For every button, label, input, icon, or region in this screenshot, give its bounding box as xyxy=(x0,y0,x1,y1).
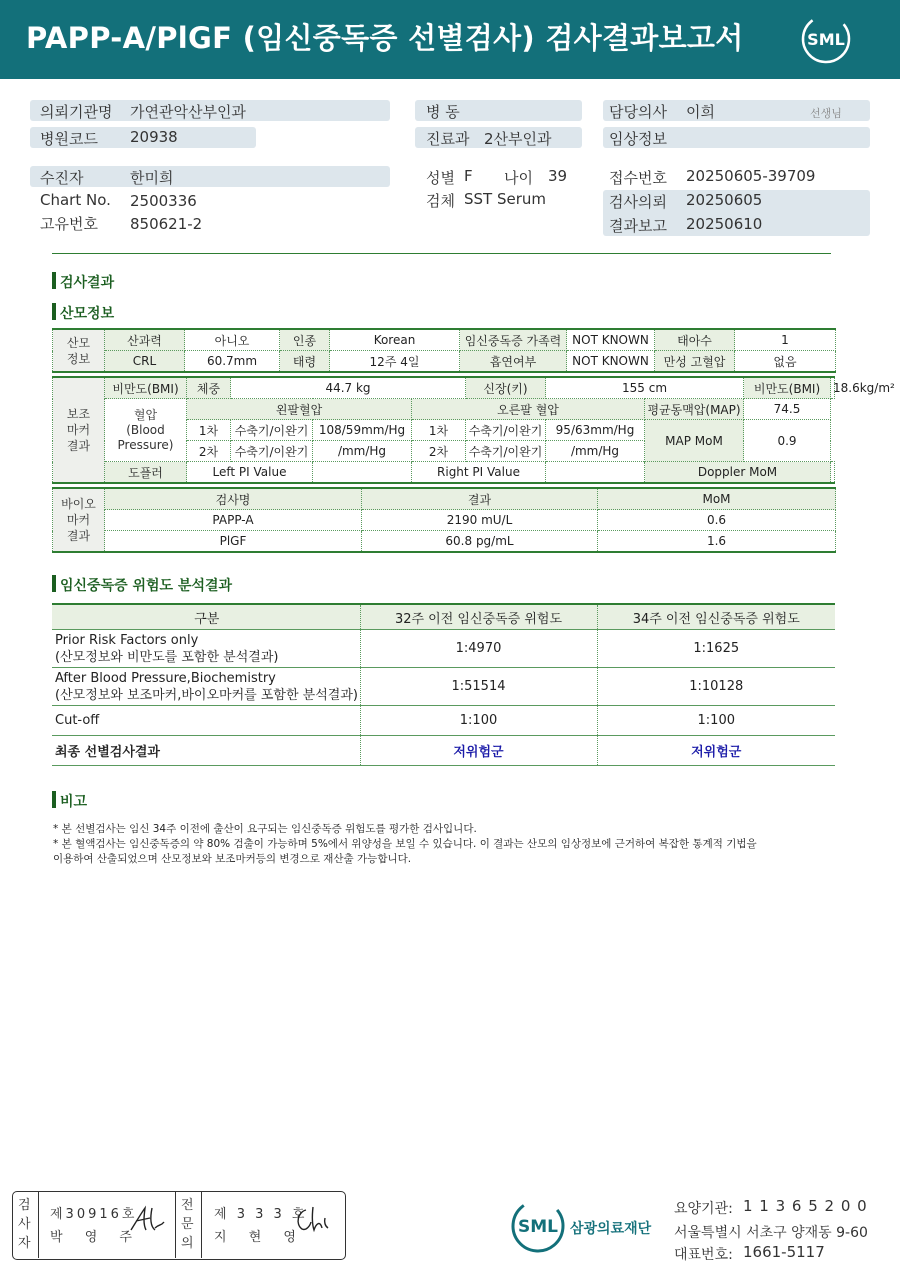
specialist-label: 전 문 의 xyxy=(181,1198,194,1251)
request-value: 20250605 xyxy=(686,191,763,209)
cutoff-32w: 1:100 xyxy=(360,706,597,736)
right-first-sysdia: 수축기/이완기 xyxy=(466,420,546,441)
remarks-title: 비고 xyxy=(60,794,88,810)
bmi-label: 비만도(BMI) xyxy=(744,377,831,399)
race-value: Korean xyxy=(330,329,460,351)
remarks-mark xyxy=(52,791,56,808)
left-arm-label: 왼팔혈압 xyxy=(187,399,412,420)
bio-name: PlGF xyxy=(105,531,362,553)
risk-table xyxy=(52,603,835,766)
right-second-value: /mm/Hg xyxy=(546,441,645,462)
height-value: 155 cm xyxy=(546,377,744,399)
left-first-value: 108/59mm/Hg xyxy=(313,420,412,441)
specialist-license: 제 3 3 3 호 xyxy=(214,1207,308,1222)
bio-col-test: 검사명 xyxy=(105,488,362,510)
height-label: 신장(키) xyxy=(466,377,546,399)
unique-value: 850621-2 xyxy=(130,215,203,233)
family-history-label: 임신중독증 가족력 xyxy=(460,329,567,351)
right-first-label: 1차 xyxy=(412,420,466,441)
facility-value: 1 1 3 6 5 2 0 0 xyxy=(743,1197,868,1215)
smoking-value: NOT KNOWN xyxy=(567,351,655,373)
remarks-text xyxy=(53,822,853,867)
aux-side-label: 보조 마커 결과 xyxy=(53,377,105,483)
bio-result: 2190 mU/L xyxy=(362,510,598,531)
sml-logo-text: SML xyxy=(807,30,845,49)
right-pi-label: Right PI Value xyxy=(412,462,546,484)
ga-value: 12주 4일 xyxy=(330,351,460,373)
sig-divider-3 xyxy=(201,1191,202,1258)
table-row xyxy=(52,706,835,736)
hospital-code-label: 병원코드 xyxy=(40,130,98,148)
right-second-sysdia: 수축기/이완기 xyxy=(466,441,546,462)
doppler-label: 도플러 xyxy=(105,462,187,484)
bio-side-label: 바이오 마커 결과 xyxy=(53,488,105,552)
facility-label: 요양기관: xyxy=(674,1201,733,1217)
ga-label: 태령 xyxy=(280,351,330,373)
reception-label: 접수번호 xyxy=(609,169,667,187)
info-divider xyxy=(52,253,831,254)
fetus-count-label: 태아수 xyxy=(655,329,735,351)
dept-value: 2산부인과 xyxy=(484,130,552,148)
doctor-value: 이희 xyxy=(686,103,715,121)
race-label: 인종 xyxy=(280,329,330,351)
doppler-mom-label: Doppler MoM xyxy=(645,462,831,484)
examiner-license: 제30916호 xyxy=(50,1207,138,1222)
examiner-signature-icon xyxy=(128,1204,168,1236)
right-arm-label: 오른팔 혈압 xyxy=(412,399,645,420)
doctor-suffix: 선생님 xyxy=(810,107,842,120)
bmi-value: 18.6kg/m² xyxy=(831,377,835,399)
unique-label: 고유번호 xyxy=(40,215,98,233)
parity-value: 아니오 xyxy=(185,329,280,351)
risk-row-sublabel: (산모정보와 비만도를 포함한 분석결과) xyxy=(55,649,279,665)
smoking-label: 흡연여부 xyxy=(460,351,567,373)
fetus-count-value: 1 xyxy=(735,329,836,351)
left-first-label: 1차 xyxy=(187,420,231,441)
doctor-label: 담당의사 xyxy=(609,103,667,121)
table-row xyxy=(53,531,836,553)
org-name: 삼광의료재단 xyxy=(570,1221,652,1237)
hospital-code-value: 20938 xyxy=(130,128,178,146)
maternal-mark xyxy=(52,303,56,320)
right-second-label: 2차 xyxy=(412,441,466,462)
final-result-34w: 저위험군 xyxy=(597,736,835,766)
maternal-side-label: 산모 정보 xyxy=(53,329,105,372)
left-pi-value xyxy=(313,462,412,484)
reception-value: 20250605-39709 xyxy=(686,167,816,185)
biomarker-table xyxy=(52,487,836,553)
final-result-32w: 저위험군 xyxy=(360,736,597,766)
clinical-label: 임상정보 xyxy=(609,130,667,148)
cutoff-34w: 1:100 xyxy=(597,706,835,736)
left-pi-label: Left PI Value xyxy=(187,462,313,484)
right-pi-value xyxy=(546,462,645,484)
left-second-sysdia: 수축기/이완기 xyxy=(231,441,313,462)
age-value: 39 xyxy=(548,167,568,185)
aux-marker-table xyxy=(52,376,895,484)
table-row xyxy=(52,736,835,766)
risk-col-34w: 34주 이전 임신중독증 위험도 xyxy=(597,604,835,630)
chart-value: 2500336 xyxy=(130,192,197,210)
ward-label: 병 동 xyxy=(426,103,460,121)
phone-value: 1661-5117 xyxy=(743,1243,825,1261)
chart-label: Chart No. xyxy=(40,191,111,209)
risk-32w-value: 1:51514 xyxy=(360,668,597,706)
requester-value: 가연관악산부인과 xyxy=(130,103,246,121)
examiner-label: 검 사 자 xyxy=(18,1198,31,1251)
footer-logo-text: SML xyxy=(518,1217,558,1237)
map-label: 평균동맥압(MAP) xyxy=(645,399,744,420)
final-result-label: 최종 선별검사결과 xyxy=(52,736,360,766)
report-label: 결과보고 xyxy=(609,217,667,235)
bio-mom: 0.6 xyxy=(598,510,836,531)
sig-divider-2 xyxy=(175,1191,176,1258)
sig-divider-1 xyxy=(38,1191,39,1258)
specimen-label: 검체 xyxy=(426,192,455,210)
bio-col-mom: MoM xyxy=(598,488,836,510)
risk-title: 임신중독증 위험도 분석결과 xyxy=(60,578,233,594)
crl-label: CRL xyxy=(105,351,185,373)
phone-label: 대표번호: xyxy=(674,1247,733,1263)
report-title: PAPP-A/PlGF (임신중독증 선별검사) 검사결과보고서 xyxy=(26,21,744,55)
obesity-label: 비만도(BMI) xyxy=(105,377,187,399)
risk-34w-value: 1:1625 xyxy=(597,630,835,668)
right-first-value: 95/63mm/Hg xyxy=(546,420,645,441)
weight-value: 44.7 kg xyxy=(231,377,466,399)
maternal-title: 산모정보 xyxy=(60,306,115,322)
specialist-signature-icon xyxy=(292,1204,332,1236)
maternal-table xyxy=(52,328,836,373)
specialist-name: 지 현 영 xyxy=(214,1230,305,1245)
family-history-value: NOT KNOWN xyxy=(567,329,655,351)
risk-row-sublabel: (산모정보와 보조마커,바이오마커를 포함한 분석결과) xyxy=(55,687,358,703)
bp-label: 혈압 (Blood Pressure) xyxy=(105,399,187,462)
request-label: 검사의뢰 xyxy=(609,193,667,211)
weight-label: 체중 xyxy=(187,377,231,399)
bio-col-result: 결과 xyxy=(362,488,598,510)
risk-row-label: After Blood Pressure,Biochemistry xyxy=(55,670,276,686)
map-mom-label: MAP MoM xyxy=(645,420,744,462)
results-mark xyxy=(52,272,56,289)
bio-name: PAPP-A xyxy=(105,510,362,531)
patient-value: 한미희 xyxy=(130,169,174,187)
remark-line-2: * 본 혈액검사는 임신중독증의 약 80% 검출이 가능하며 5%에서 위양성을 보일 수 있습니다. 이 결과는 산모의 임상정보에 근거하여 복잡한 통계적 기법을 xyxy=(53,838,757,850)
remark-line-1: * 본 선별검사는 임신 34주 이전에 출산이 요구되는 임신중독증 위험도를 평가한 검사입니다. xyxy=(53,823,477,835)
bio-result: 60.8 pg/mL xyxy=(362,531,598,553)
patient-label: 수진자 xyxy=(40,169,84,187)
dept-label: 진료과 xyxy=(426,130,470,148)
sml-footer-logo-icon xyxy=(510,1198,566,1254)
risk-col-32w: 32주 이전 임신중독증 위험도 xyxy=(360,604,597,630)
htn-label: 만성 고혈압 xyxy=(655,351,735,373)
sex-value: F xyxy=(464,167,473,185)
table-row xyxy=(53,510,836,531)
risk-34w-value: 1:10128 xyxy=(597,668,835,706)
remark-line-3: 이용하여 산출되었으며 산모정보와 보조마커등의 변경으로 재산출 가능합니다. xyxy=(53,853,412,865)
risk-32w-value: 1:4970 xyxy=(360,630,597,668)
requester-label: 의뢰기관명 xyxy=(40,103,113,121)
specimen-value: SST Serum xyxy=(464,190,547,208)
cutoff-label: Cut-off xyxy=(52,706,360,736)
table-row xyxy=(52,668,835,706)
patient-bar xyxy=(30,166,390,187)
doppler-mom-value xyxy=(831,462,835,484)
risk-col-category: 구분 xyxy=(52,604,360,630)
age-label: 나이 xyxy=(504,169,533,187)
table-row xyxy=(52,630,835,668)
sml-logo-icon xyxy=(800,13,852,65)
map-value: 74.5 xyxy=(744,399,831,420)
bio-mom: 1.6 xyxy=(598,531,836,553)
risk-row-label: Prior Risk Factors only xyxy=(55,632,199,648)
crl-value: 60.7mm xyxy=(185,351,280,373)
report-value: 20250610 xyxy=(686,215,763,233)
left-second-value: /mm/Hg xyxy=(313,441,412,462)
htn-value: 없음 xyxy=(735,351,836,373)
address: 서울특별시 서초구 양재동 9-60 xyxy=(674,1225,868,1241)
map-mom-value: 0.9 xyxy=(744,420,831,462)
parity-label: 산과력 xyxy=(105,329,185,351)
sex-label: 성별 xyxy=(426,169,455,187)
risk-mark xyxy=(52,575,56,592)
left-first-sysdia: 수축기/이완기 xyxy=(231,420,313,441)
results-title: 검사결과 xyxy=(60,275,115,291)
left-second-label: 2차 xyxy=(187,441,231,462)
examiner-name: 박 영 주 xyxy=(50,1230,141,1245)
